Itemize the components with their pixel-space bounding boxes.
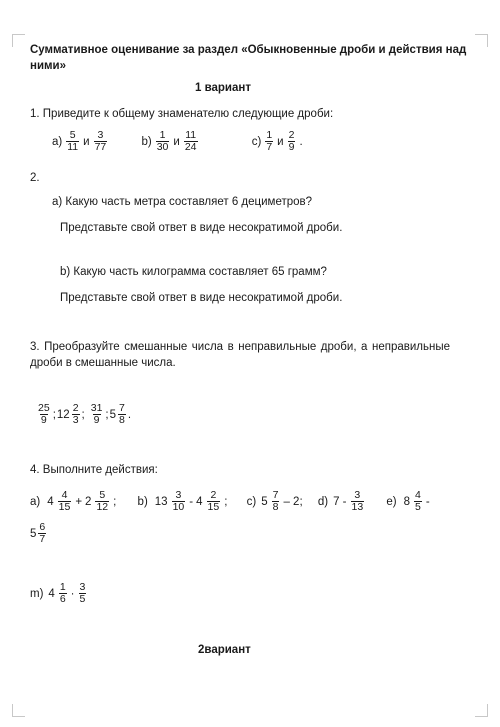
operator: - xyxy=(425,495,430,508)
task2-b-instruction: Представьте свой ответ в виде несократимой дроби. xyxy=(60,292,343,304)
numerator: 25 xyxy=(38,402,50,414)
task4-e-continuation xyxy=(30,522,47,545)
crop-corner-bottom-right xyxy=(475,704,488,717)
denominator: 13 xyxy=(351,501,364,513)
conjunction: и xyxy=(277,135,284,148)
separator: ; xyxy=(105,408,109,421)
denominator: 9 xyxy=(288,141,295,153)
fraction xyxy=(118,403,126,426)
fraction xyxy=(79,582,87,605)
whole-part: 4 xyxy=(48,587,55,600)
fraction xyxy=(58,490,72,513)
task4-m-expression xyxy=(30,582,87,605)
numerator: 11 xyxy=(185,129,197,141)
task4-item-m xyxy=(30,582,87,605)
task3-text: 3. Преобразуйте смешанные числа в неправильные дроби, а неправильные дроби в смешанные числа. xyxy=(30,341,450,369)
denominator: 77 xyxy=(94,141,107,153)
expression-rest: – 2; xyxy=(283,495,303,508)
numerator: 5 xyxy=(99,489,106,501)
whole-part: 2 xyxy=(85,495,92,508)
conjunction: и xyxy=(173,135,180,148)
numerator: 6 xyxy=(39,521,46,533)
task1-b-label: b) xyxy=(141,135,152,148)
task1-c-label: c) xyxy=(251,135,262,148)
numerator: 31 xyxy=(90,402,103,414)
task4-item-b xyxy=(138,490,228,513)
task4-a-label: a) xyxy=(30,495,41,508)
task2-number: 2. xyxy=(30,172,40,184)
fraction xyxy=(156,130,170,153)
task1-item-b xyxy=(141,130,198,153)
task4-d-label: d) xyxy=(317,495,329,508)
numerator: 3 xyxy=(79,581,86,593)
denominator: 3 xyxy=(72,414,79,426)
whole-part: 13 xyxy=(154,495,168,508)
denominator: 9 xyxy=(93,414,100,426)
fraction xyxy=(38,522,46,545)
numerator: 2 xyxy=(210,489,217,501)
fraction xyxy=(37,403,51,426)
denominator: 5 xyxy=(79,593,86,605)
task1-item-a xyxy=(52,130,108,153)
fraction xyxy=(184,130,198,153)
whole-part: 12 xyxy=(56,408,70,421)
denominator: 7 xyxy=(39,533,46,545)
numerator: 2 xyxy=(288,129,295,141)
denominator: 8 xyxy=(272,501,279,513)
fraction xyxy=(351,490,365,513)
fraction xyxy=(66,130,79,153)
denominator: 6 xyxy=(59,593,66,605)
task4-item-c xyxy=(247,490,303,513)
task3-expression xyxy=(36,402,131,426)
crop-corner-top-left xyxy=(12,34,25,47)
crop-corner-bottom-left xyxy=(12,704,25,717)
numerator: 1 xyxy=(266,129,273,141)
numerator: 3 xyxy=(97,129,104,141)
numerator: 4 xyxy=(415,489,421,501)
task1-item-c xyxy=(252,130,303,153)
crop-corner-top-right xyxy=(475,34,488,47)
numerator: 5 xyxy=(69,129,76,141)
expression-start: 7 - xyxy=(333,495,347,508)
fraction xyxy=(59,582,67,605)
fraction xyxy=(207,490,221,513)
denominator: 9 xyxy=(40,414,47,426)
numerator: 4 xyxy=(61,489,68,501)
fraction xyxy=(95,490,109,513)
denominator: 15 xyxy=(58,501,71,513)
whole-part: 5 xyxy=(109,408,117,421)
task4-item-e xyxy=(386,490,429,513)
denominator: 15 xyxy=(207,501,220,513)
task2-a-question: a) Какую часть метра составляет 6 дециметров? xyxy=(52,196,313,208)
fraction xyxy=(265,130,273,153)
operator: · xyxy=(70,587,75,600)
whole-part: 4 xyxy=(47,495,54,508)
fraction xyxy=(414,490,422,513)
denominator: 8 xyxy=(119,414,125,426)
whole-part: 5 xyxy=(30,527,37,540)
denominator: 12 xyxy=(96,501,109,513)
task4-c-label: c) xyxy=(246,495,257,508)
punctuation: ; xyxy=(113,495,117,508)
denominator: 5 xyxy=(415,501,421,513)
numerator: 3 xyxy=(175,489,182,501)
denominator: 10 xyxy=(172,501,185,513)
denominator: 7 xyxy=(266,141,273,153)
punctuation: . xyxy=(299,135,303,148)
task1-text: 1. Приведите к общему знаменателю следующие дроби: xyxy=(30,108,334,120)
whole-part: 8 xyxy=(403,495,411,508)
separator: ; xyxy=(81,408,85,421)
fraction xyxy=(288,130,296,153)
task1-a-label: a) xyxy=(52,135,63,148)
task2-a-instruction: Представьте свой ответ в виде несократимой дроби. xyxy=(60,222,343,234)
separator: ; xyxy=(52,408,56,421)
punctuation: . xyxy=(127,408,132,421)
whole-part: 4 xyxy=(196,495,203,508)
page-title: Суммативное оценивание за раздел «Обыкновенные дроби и действия над ними» xyxy=(30,44,467,72)
mixed-number xyxy=(30,522,47,545)
denominator: 30 xyxy=(156,141,169,153)
punctuation: ; xyxy=(224,495,228,508)
whole-part: 5 xyxy=(261,495,268,508)
task4-m-label: m) xyxy=(30,587,44,600)
task4-row1 xyxy=(30,490,430,513)
task3-items xyxy=(36,403,131,426)
numerator: 3 xyxy=(354,489,361,501)
fraction xyxy=(90,403,104,426)
numerator: 7 xyxy=(272,489,279,501)
fraction xyxy=(72,403,80,426)
task4-text: 4. Выполните действия: xyxy=(30,464,158,476)
variant2-heading: 2вариант xyxy=(198,644,251,656)
numerator: 7 xyxy=(119,402,125,414)
task1-items xyxy=(52,130,303,153)
denominator: 11 xyxy=(67,141,79,153)
task4-item-a xyxy=(30,490,116,513)
numerator: 2 xyxy=(72,402,79,414)
denominator: 24 xyxy=(184,141,197,153)
numerator: 1 xyxy=(159,129,166,141)
task2-b-question: b) Какую часть килограмма составляет 65 грамм? xyxy=(60,266,327,278)
variant-heading: 1 вариант xyxy=(195,82,251,94)
operator: - xyxy=(189,495,194,508)
task4-b-label: b) xyxy=(137,495,148,508)
conjunction: и xyxy=(83,135,90,148)
operator: + xyxy=(75,495,83,508)
fraction xyxy=(94,130,108,153)
task4-item-d xyxy=(318,490,365,513)
fraction xyxy=(272,490,280,513)
task4-e-label: e) xyxy=(386,495,397,508)
fraction xyxy=(172,490,186,513)
numerator: 1 xyxy=(59,581,66,593)
